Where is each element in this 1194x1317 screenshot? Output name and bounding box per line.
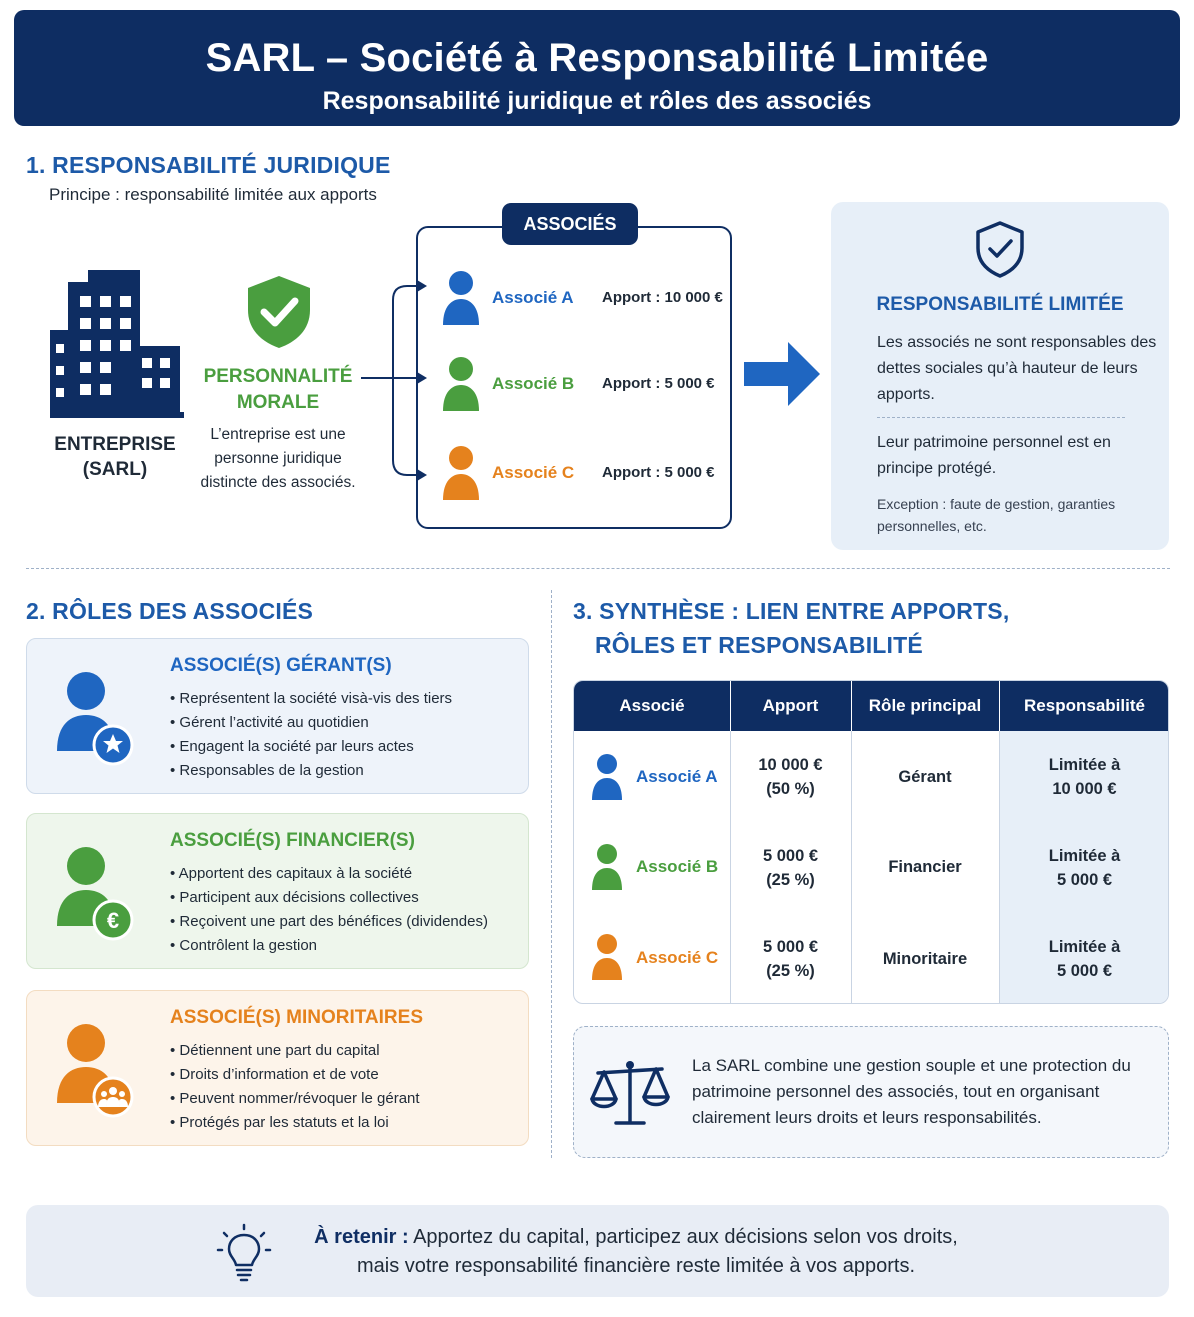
remember-label: À retenir : xyxy=(314,1226,409,1248)
page-title: SARL – Société à Responsabilité Limitée xyxy=(205,36,989,80)
section3-title-line2: RÔLES ET RESPONSABILITÉ xyxy=(595,632,923,658)
responsibility-amount: 5 000 € xyxy=(1056,962,1113,980)
table-row-a-responsibility xyxy=(999,753,1169,801)
apport-amount: 10 000 € xyxy=(758,756,823,774)
page-subtitle: Responsabilité juridique et rôles des associés xyxy=(322,87,872,115)
table-row-a-role: Gérant xyxy=(898,768,952,786)
company-label-line1: ENTREPRISE xyxy=(54,434,176,455)
synthesis-table xyxy=(573,680,1169,1004)
column-header: Responsabilité xyxy=(1024,696,1145,715)
horizontal-divider xyxy=(26,568,1170,569)
column-header: Apport xyxy=(762,696,819,715)
remember-line1: Apportez du capital, participez aux décisions selon vos droits, xyxy=(408,1226,958,1248)
remember-text xyxy=(276,1223,996,1281)
lightbulb-icon xyxy=(216,1223,272,1283)
associate-name: Associé A xyxy=(492,288,574,307)
associate-name: Associé C xyxy=(492,463,575,482)
personal-assets-text: Leur patrimoine personnel est en principe protégé. xyxy=(877,434,1111,477)
person-icon xyxy=(440,356,482,412)
associate-row-a xyxy=(436,270,726,330)
table-row-b-apport xyxy=(730,844,851,892)
apport-share: (25 %) xyxy=(766,871,815,889)
apport-amount: 5 000 € xyxy=(762,847,819,865)
shield-check-outline-icon xyxy=(975,220,1025,278)
legal-person-description: L’entreprise est une personne juridique distincte des associés. xyxy=(200,426,356,491)
table-row-b-responsibility xyxy=(999,844,1169,892)
list-item: • Engagent la société par leurs actes xyxy=(170,735,452,759)
vertical-divider xyxy=(551,590,552,1158)
role-list xyxy=(170,862,488,958)
remember-banner xyxy=(26,1205,1169,1297)
list-item: • Reçoivent une part des bénéfices (dividendes) xyxy=(170,910,488,934)
responsibility-label: Limitée à xyxy=(1048,938,1121,956)
list-item: • Gérent l’activité au quotidien xyxy=(170,711,452,735)
exception-text: Exception : faute de gestion, garanties personnelles, etc. xyxy=(877,496,1116,534)
associate-contribution: Apport : 5 000 € xyxy=(602,464,715,481)
synthesis-text: La SARL combine une gestion souple et une protection du patrimoine personnel des associés, tout en organisant clairement leurs droits et leurs responsabilités. xyxy=(692,1056,1131,1127)
table-associate-name: Associé A xyxy=(636,767,718,786)
person-group-icon xyxy=(53,1021,163,1121)
person-icon xyxy=(590,933,624,981)
list-item: • Protégés par les statuts et la loi xyxy=(170,1111,420,1135)
associate-row-b xyxy=(436,356,726,416)
role-card-minority xyxy=(26,990,529,1146)
apport-share: (50 %) xyxy=(766,780,815,798)
responsibility-label: Limitée à xyxy=(1048,847,1121,865)
role-card-manager xyxy=(26,638,529,794)
right-arrow-icon xyxy=(744,340,822,408)
table-associate-name: Associé B xyxy=(636,857,719,876)
limited-liability-title: RESPONSABILITÉ LIMITÉE xyxy=(876,294,1124,315)
role-title: ASSOCIÉ(S) FINANCIER(S) xyxy=(170,830,415,851)
table-row-c-responsibility xyxy=(999,935,1169,983)
list-item: • Détiennent une part du capital xyxy=(170,1039,420,1063)
header-divider xyxy=(999,681,1000,731)
apport-share: (25 %) xyxy=(766,962,815,980)
apport-amount: 5 000 € xyxy=(762,938,819,956)
table-row-b-role: Financier xyxy=(888,858,962,876)
divider xyxy=(877,417,1125,418)
role-title: ASSOCIÉ(S) GÉRANT(S) xyxy=(170,655,392,676)
legal-person-title xyxy=(200,364,356,416)
table-associate-name: Associé C xyxy=(636,948,719,967)
column-header: Rôle principal xyxy=(868,696,982,715)
role-list xyxy=(170,687,452,783)
limited-liability-card xyxy=(831,202,1169,550)
header-divider xyxy=(851,681,852,731)
synthesis-box xyxy=(573,1026,1169,1158)
person-star-icon xyxy=(53,669,163,769)
list-item: • Peuvent nommer/révoquer le gérant xyxy=(170,1087,420,1111)
person-euro-icon xyxy=(53,844,163,944)
responsibility-amount: 5 000 € xyxy=(1056,871,1113,889)
person-icon xyxy=(440,270,482,326)
header-divider xyxy=(730,681,731,731)
role-card-financial xyxy=(26,813,529,969)
legal-person-title-line2: MORALE xyxy=(236,392,320,413)
person-icon xyxy=(440,445,482,501)
company-label-line2: (SARL) xyxy=(82,459,148,480)
responsibility-amount: 10 000 € xyxy=(1052,780,1117,798)
associate-contribution: Apport : 5 000 € xyxy=(602,375,715,392)
person-icon xyxy=(590,753,624,801)
person-icon xyxy=(590,843,624,891)
list-item: • Contrôlent la gestion xyxy=(170,934,488,958)
company-label xyxy=(40,432,190,482)
responsibility-label: Limitée à xyxy=(1048,756,1121,774)
limited-liability-text: Les associés ne sont responsables des dettes sociales qu’à hauteur de leurs apports. xyxy=(877,334,1157,403)
associate-name: Associé B xyxy=(492,374,575,393)
associate-contribution: Apport : 10 000 € xyxy=(602,289,723,306)
building-icon xyxy=(50,268,184,418)
list-item: • Participent aux décisions collectives xyxy=(170,886,488,910)
remember-line2: mais votre responsabilité financière reste limitée à vos apports. xyxy=(356,1255,916,1277)
section3-title-line1: 3. SYNTHÈSE : LIEN ENTRE APPORTS, xyxy=(573,598,1010,624)
header-banner xyxy=(14,10,1180,126)
table-row-c-apport xyxy=(730,935,851,983)
svg-text:€: € xyxy=(106,908,120,933)
list-item: • Responsables de la gestion xyxy=(170,759,452,783)
legal-person-title-line1: PERSONNALITÉ xyxy=(203,366,353,387)
section1-title: 1. RESPONSABILITÉ JURIDIQUE xyxy=(26,152,391,178)
associates-pill: ASSOCIÉS xyxy=(502,203,638,245)
section2-title: 2. RÔLES DES ASSOCIÉS xyxy=(26,598,314,624)
table-row-a-apport xyxy=(730,753,851,801)
list-item: • Apportent des capitaux à la société xyxy=(170,862,488,886)
list-item: • Droits d’information et de vote xyxy=(170,1063,420,1087)
associate-row-c xyxy=(436,445,726,505)
column-header: Associé xyxy=(619,696,685,715)
shield-check-icon xyxy=(246,274,312,350)
role-list xyxy=(170,1039,420,1135)
list-item: • Représentent la société visà-vis des tiers xyxy=(170,687,452,711)
table-row-c-role: Minoritaire xyxy=(882,950,968,968)
principle-text: Principe : responsabilité limitée aux apports xyxy=(49,185,377,204)
role-title: ASSOCIÉ(S) MINORITAIRES xyxy=(170,1007,423,1028)
scales-icon xyxy=(588,1057,672,1129)
